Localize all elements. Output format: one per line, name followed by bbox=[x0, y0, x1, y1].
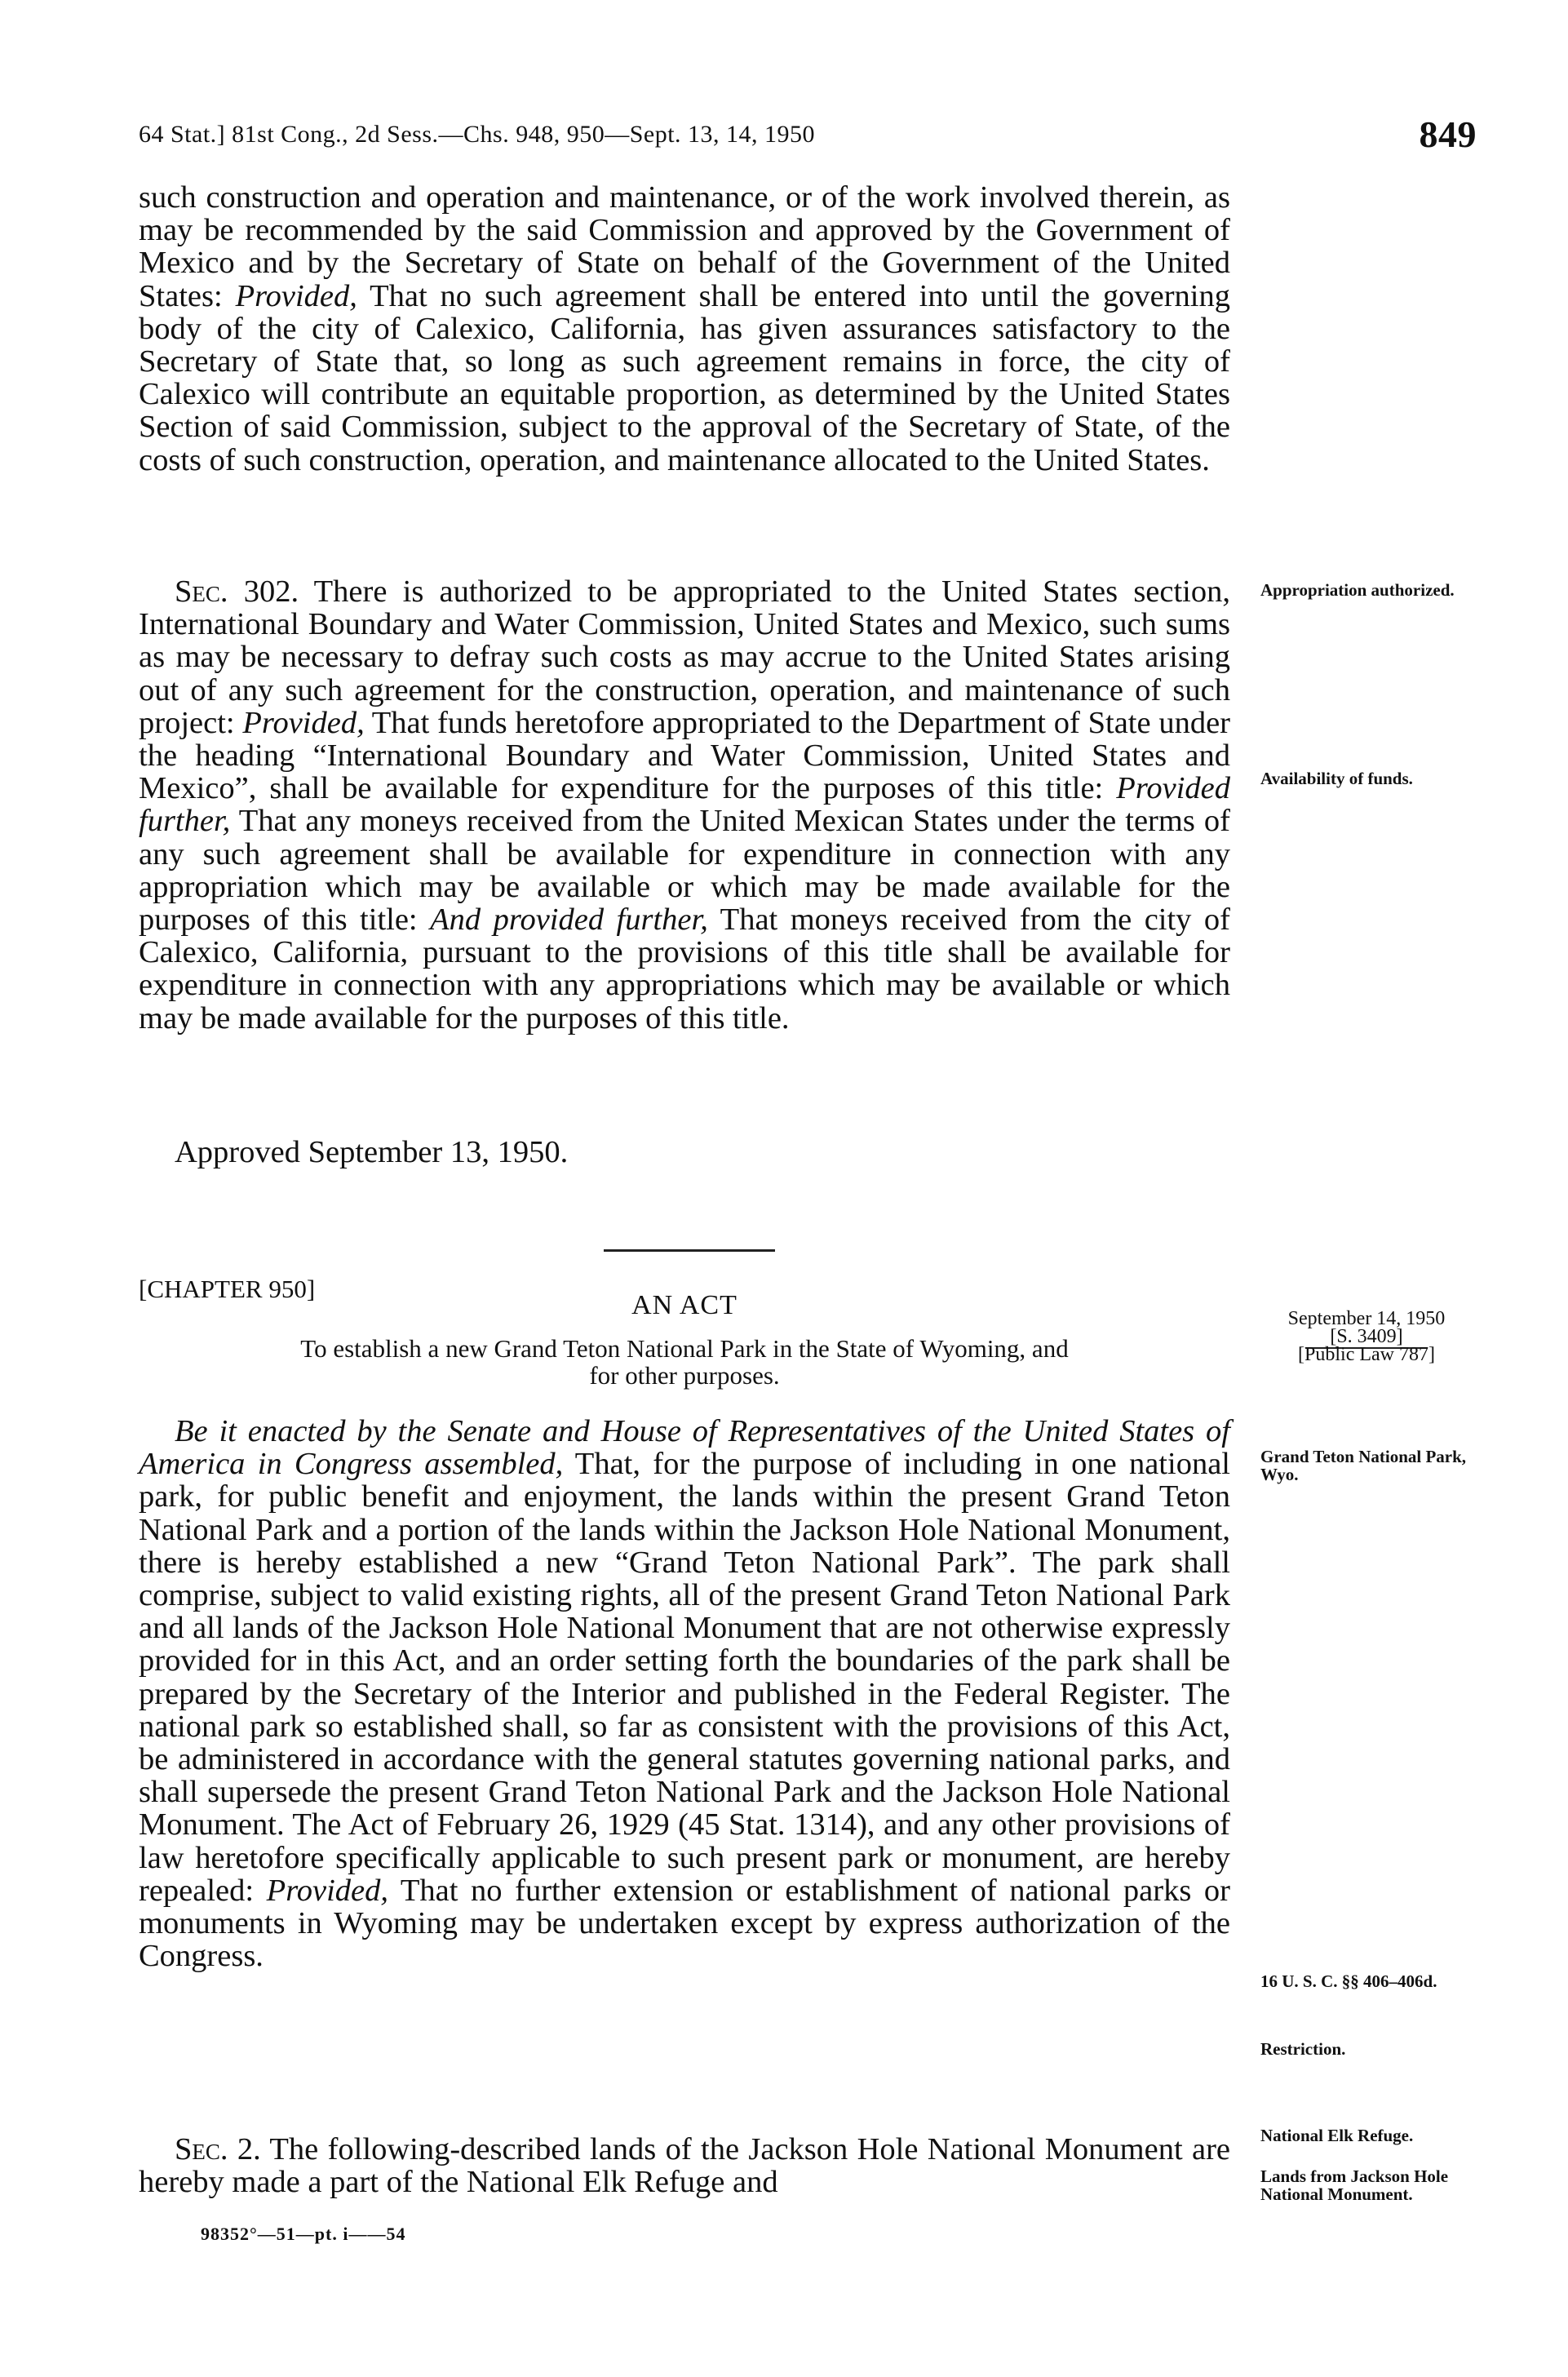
section-301-continuation bbox=[139, 181, 1230, 477]
page-number: 849 bbox=[1419, 113, 1477, 155]
section-302-text: There is authorized to be appropriated to the United States section, International Boundary and Water Commission, United States and Mexico, such sums as may be necessary to defray such costs as may accrue to the United States arising out of any such agreement for the construction, operation, and maintenance of such project: bbox=[139, 574, 1230, 740]
section-301-text-2: That no such agreement shall be entered into until the governing body of the city of Calexico, California, has given assurances satisfactory to the Secretary of State that, so long as such agreement remains in force, the city of Calexico will contribute an equitable proportion, as determined by the United States Section of said Commission, subject to the approval of the Secretary of State, of the costs of such construction, operation, and maintenance allocated to the United States. bbox=[139, 278, 1230, 477]
section-301-text: such construction and operation and maintenance, or of the work involved therein, as may be recommended by the said Commission and approved by the Government of Mexico and by the Secretary of State on behalf of the Government of the United States: bbox=[139, 180, 1230, 313]
chapter-label: [CHAPTER 950] bbox=[139, 1275, 316, 1303]
an-act-heading: AN ACT bbox=[631, 1290, 737, 1320]
section-1 bbox=[139, 1415, 1230, 1972]
proviso-label: Provided, bbox=[235, 278, 357, 313]
enacting-clause: Be it enacted by the Senate and House of Representatives of the United States of America in Congress assembled, bbox=[139, 1414, 1230, 1482]
section-1-text: That, for the purpose of including in one national park, for public benefit and enjoyment, the lands within the present Grand Teton National Park and a portion of the lands within the Jackson Hole National Monument, there is hereby established a new “Grand Teton National Park”. The park shall comprise, subject to valid existing rights, all of the present Grand Teton National Park and all lands of the Jackson Hole National Monument that are not otherwise expressly provided for in this Act, and an order setting forth the boundaries of the park shall be prepared by the Secretary of the Interior and published in the Federal Register. The national park so established shall, so far as consistent with the provisions of this Act, be administered in accordance with the general statutes governing national parks, and shall supersede the present Grand Teton National Park and the Jackson Hole National Monument. The Act of February 26, 1929 (45 Stat. 1314), and any other provisions of law heretofore specifically applicable to such present park or monument, are hereby repealed: bbox=[139, 1447, 1230, 1908]
margin-note-appropriation: Appropriation authorized. bbox=[1260, 580, 1455, 600]
approval-line: Approved September 13, 1950. bbox=[175, 1135, 569, 1169]
act-purpose bbox=[139, 1335, 1230, 1389]
section-302-label: Sec. 302. bbox=[175, 574, 299, 609]
margin-note-grand-teton: Grand Teton National Park, Wyo. bbox=[1260, 1447, 1467, 1484]
proviso-label-1: Provided, bbox=[242, 705, 365, 740]
margin-note-usc: 16 U. S. C. §§ 406–406d. bbox=[1260, 1971, 1437, 1991]
section-302 bbox=[139, 575, 1230, 1035]
act-purpose-line-2: for other purposes. bbox=[589, 1361, 780, 1390]
section-302-text-3: That any moneys received from the United Mexican States under the terms of any such agreement shall be available for expenditure in connection with any appropriation which may be available or which may be made available for the purposes of this title: bbox=[139, 804, 1230, 938]
section-302-text-4: That moneys received from the city of Calexico, California, pursuant to the provisions of this title shall be available for expenditure in connection with any appropriations which may be available or which may be made available for the purposes of this title. bbox=[139, 902, 1231, 1036]
running-head-citation: 64 Stat.] 81st Cong., 2d Sess.—Chs. 948, 950—Sept. 13, 14, 1950 bbox=[139, 121, 816, 148]
act-sidehead bbox=[1260, 1310, 1473, 1364]
act-date: September 14, 1950 bbox=[1287, 1308, 1446, 1329]
chapter-divider bbox=[604, 1249, 775, 1252]
margin-note-lands: Lands from Jackson Hole National Monument. bbox=[1260, 2166, 1449, 2204]
section-2-label: Sec. 2. bbox=[175, 2132, 261, 2166]
margin-note-restriction: Restriction. bbox=[1260, 2039, 1346, 2059]
section-1-proviso: Provided, bbox=[266, 1873, 388, 1908]
margin-note-elk-refuge: National Elk Refuge. bbox=[1260, 2126, 1414, 2145]
proviso-label-3: And provided further, bbox=[430, 902, 708, 938]
printer-footer: 98352°—51—pt. i——54 bbox=[201, 2224, 406, 2244]
running-header bbox=[139, 113, 1477, 162]
act-purpose-line-1: To establish a new Grand Teton National Park in the State of Wyoming, and bbox=[300, 1334, 1069, 1363]
margin-note-availability: Availability of funds. bbox=[1260, 769, 1413, 788]
section-1-text-2: That no further extension or establishment of national parks or monuments in Wyoming may be undertaken except by express authorization of the Congress. bbox=[139, 1873, 1230, 1974]
bill-number: [S. 3409] bbox=[1305, 1326, 1427, 1349]
public-law-number: [Public Law 787] bbox=[1298, 1344, 1435, 1365]
proviso-label-2: Provided further, bbox=[139, 771, 1230, 839]
section-2 bbox=[139, 2133, 1230, 2198]
section-302-text-2: That funds heretofore appropriated to the Department of State under the heading “International Boundary and Water Commission, United States and Mexico”, shall be available for expenditure for the purposes of this title: bbox=[139, 705, 1230, 806]
section-2-text: The following-described lands of the Jackson Hole National Monument are hereby made a part of the National Elk Refuge and bbox=[139, 2132, 1231, 2200]
